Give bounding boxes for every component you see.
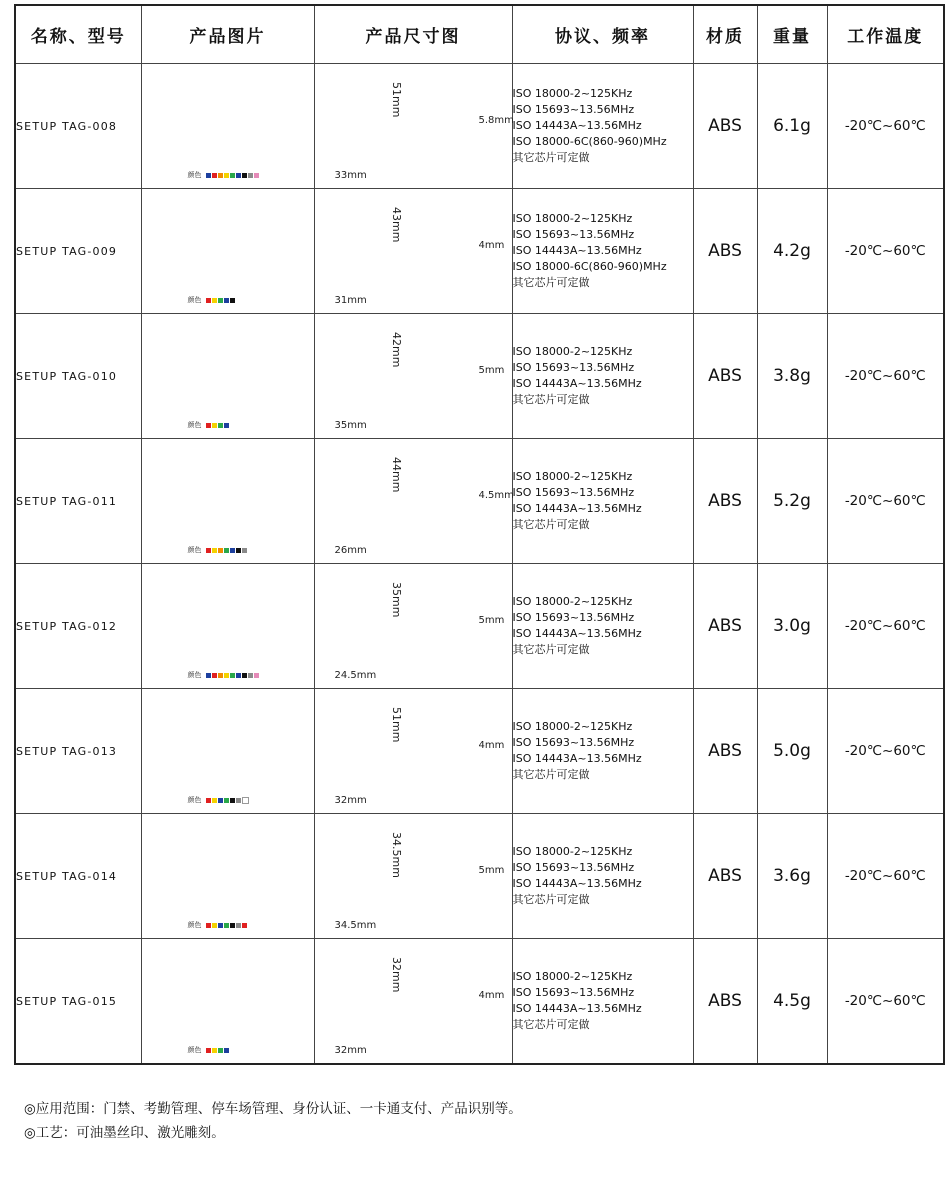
header-material: 材质: [693, 5, 757, 64]
thickness-label: 4.5mm: [478, 490, 514, 501]
color-swatches: [188, 545, 247, 555]
color-swatch: [212, 423, 217, 428]
color-swatch: [242, 923, 247, 928]
protocol-item: ISO 18000-2~125KHz: [512, 87, 633, 100]
working-temperature: -20℃~60℃: [827, 564, 944, 689]
color-swatch: [248, 673, 253, 678]
working-temperature: -20℃~60℃: [827, 314, 944, 439]
color-swatch: [254, 673, 259, 678]
product-picture: [141, 314, 314, 439]
color-swatches: [188, 170, 259, 180]
color-label: 颜色: [187, 546, 202, 554]
color-swatch: [242, 173, 247, 178]
protocol-list: [512, 689, 693, 814]
product-picture: [141, 439, 314, 564]
protocol-list: [512, 439, 693, 564]
dimension-drawing: [314, 939, 512, 1065]
color-swatch: [254, 173, 259, 178]
protocol-item: ISO 14443A~13.56MHz: [512, 1002, 642, 1015]
color-swatch: [230, 173, 235, 178]
notes: [24, 1097, 522, 1145]
weight: 3.0g: [757, 564, 827, 689]
color-swatch: [224, 673, 229, 678]
protocol-item: ISO 15693~13.56MHz: [512, 486, 635, 499]
protocol-item: ISO 18000-2~125KHz: [512, 470, 633, 483]
weight: 6.1g: [757, 64, 827, 189]
model-name: SETUP TAG-013: [15, 689, 141, 814]
protocol-item: ISO 18000-2~125KHz: [512, 970, 633, 983]
color-swatch: [236, 548, 241, 553]
color-swatch: [218, 673, 223, 678]
table-row: [15, 939, 944, 1065]
protocol-item: ISO 18000-2~125KHz: [512, 595, 633, 608]
color-swatch: [212, 173, 217, 178]
working-temperature: -20℃~60℃: [827, 189, 944, 314]
model-name: SETUP TAG-012: [15, 564, 141, 689]
color-swatch: [224, 423, 229, 428]
color-swatch: [206, 798, 211, 803]
model-name: SETUP TAG-009: [15, 189, 141, 314]
protocol-item: ISO 14443A~13.56MHz: [512, 627, 642, 640]
weight: 3.6g: [757, 814, 827, 939]
color-swatch: [206, 923, 211, 928]
color-swatch: [218, 923, 223, 928]
color-swatch: [218, 1048, 223, 1053]
protocol-item: ISO 15693~13.56MHz: [512, 611, 635, 624]
protocol-item: ISO 14443A~13.56MHz: [512, 752, 642, 765]
protocol-item: ISO 14443A~13.56MHz: [512, 377, 642, 390]
color-label: 颜色: [187, 296, 202, 304]
color-swatch: [212, 1048, 217, 1053]
color-swatch: [230, 673, 235, 678]
dimension-drawing: [314, 314, 512, 439]
model-name: SETUP TAG-015: [15, 939, 141, 1065]
protocol-item: 其它芯片可定做: [512, 518, 590, 531]
color-swatch: [224, 173, 229, 178]
color-label: 颜色: [187, 421, 202, 429]
color-swatch: [224, 923, 229, 928]
width-label: 32mm: [334, 795, 367, 806]
color-swatch: [242, 548, 247, 553]
color-swatches: [188, 670, 259, 680]
thickness-label: 4mm: [478, 240, 505, 251]
working-temperature: -20℃~60℃: [827, 689, 944, 814]
color-label: 颜色: [187, 171, 202, 179]
product-picture: [141, 939, 314, 1065]
model-name: SETUP TAG-010: [15, 314, 141, 439]
protocol-item: 其它芯片可定做: [512, 151, 590, 164]
protocol-item: 其它芯片可定做: [512, 643, 590, 656]
thickness-label: 4mm: [478, 990, 505, 1001]
protocol-item: ISO 18000-2~125KHz: [512, 345, 633, 358]
color-swatch: [218, 548, 223, 553]
product-picture: [141, 64, 314, 189]
color-swatches: [188, 1045, 229, 1055]
material: ABS: [693, 64, 757, 189]
height-label: 34.5mm: [389, 832, 403, 878]
protocol-item: ISO 14443A~13.56MHz: [512, 244, 642, 257]
color-swatch: [206, 423, 211, 428]
protocol-item: ISO 18000-6C(860-960)MHz: [512, 135, 667, 148]
header-protocol: 协议、频率: [512, 5, 693, 64]
weight: 3.8g: [757, 314, 827, 439]
header-row: [15, 5, 944, 64]
color-swatch: [212, 923, 217, 928]
color-swatches: [188, 795, 249, 805]
working-temperature: -20℃~60℃: [827, 64, 944, 189]
color-swatch: [236, 173, 241, 178]
header-dimension: 产品尺寸图: [314, 5, 512, 64]
table-row: [15, 314, 944, 439]
material: ABS: [693, 189, 757, 314]
color-swatch: [218, 798, 223, 803]
model-name: SETUP TAG-014: [15, 814, 141, 939]
product-picture: [141, 689, 314, 814]
protocol-item: 其它芯片可定做: [512, 768, 590, 781]
dimension-drawing: [314, 64, 512, 189]
protocol-item: ISO 15693~13.56MHz: [512, 361, 635, 374]
protocol-item: ISO 18000-2~125KHz: [512, 845, 633, 858]
width-label: 26mm: [334, 545, 367, 556]
color-swatch: [224, 798, 229, 803]
protocol-item: ISO 14443A~13.56MHz: [512, 502, 642, 515]
color-swatch: [218, 423, 223, 428]
width-label: 34.5mm: [334, 920, 377, 931]
protocol-item: ISO 15693~13.56MHz: [512, 103, 635, 116]
color-swatch: [212, 673, 217, 678]
product-picture: [141, 814, 314, 939]
protocol-item: 其它芯片可定做: [512, 1018, 590, 1031]
color-swatch: [242, 797, 249, 804]
note-process: ◎工艺：可油墨丝印、激光雕刻。: [24, 1125, 225, 1141]
color-swatch: [206, 1048, 211, 1053]
height-label: 51mm: [389, 82, 403, 118]
color-swatch: [236, 673, 241, 678]
color-swatch: [212, 548, 217, 553]
header-weight: 重量: [757, 5, 827, 64]
protocol-item: ISO 15693~13.56MHz: [512, 228, 635, 241]
spec-table: [14, 4, 945, 1065]
dimension-drawing: [314, 689, 512, 814]
protocol-list: [512, 189, 693, 314]
height-label: 43mm: [389, 207, 403, 243]
color-swatch: [218, 173, 223, 178]
color-swatch: [212, 798, 217, 803]
dimension-drawing: [314, 189, 512, 314]
table-row: [15, 814, 944, 939]
height-label: 44mm: [389, 457, 403, 493]
color-swatch: [236, 923, 241, 928]
color-swatch: [224, 548, 229, 553]
protocol-item: ISO 18000-6C(860-960)MHz: [512, 260, 667, 273]
model-name: SETUP TAG-011: [15, 439, 141, 564]
weight: 5.2g: [757, 439, 827, 564]
dimension-drawing: [314, 564, 512, 689]
color-label: 颜色: [187, 921, 202, 929]
color-swatches: [188, 295, 235, 305]
protocol-list: [512, 314, 693, 439]
material: ABS: [693, 439, 757, 564]
material: ABS: [693, 689, 757, 814]
header-name: 名称、型号: [15, 5, 141, 64]
protocol-list: [512, 814, 693, 939]
thickness-label: 5mm: [478, 865, 505, 876]
model-name: SETUP TAG-008: [15, 64, 141, 189]
material: ABS: [693, 314, 757, 439]
thickness-label: 5mm: [478, 615, 505, 626]
color-swatch: [206, 673, 211, 678]
table-row: [15, 64, 944, 189]
thickness-label: 5.8mm: [478, 115, 514, 126]
protocol-item: ISO 15693~13.56MHz: [512, 736, 635, 749]
weight: 4.5g: [757, 939, 827, 1065]
material: ABS: [693, 564, 757, 689]
color-swatch: [218, 298, 223, 303]
protocol-item: 其它芯片可定做: [512, 276, 590, 289]
working-temperature: -20℃~60℃: [827, 939, 944, 1065]
protocol-item: ISO 14443A~13.56MHz: [512, 119, 642, 132]
color-swatch: [206, 548, 211, 553]
protocol-list: [512, 939, 693, 1065]
protocol-list: [512, 64, 693, 189]
protocol-list: [512, 564, 693, 689]
product-picture: [141, 189, 314, 314]
table-row: [15, 689, 944, 814]
protocol-item: ISO 14443A~13.56MHz: [512, 877, 642, 890]
table-row: [15, 189, 944, 314]
color-swatch: [224, 1048, 229, 1053]
protocol-item: ISO 15693~13.56MHz: [512, 986, 635, 999]
height-label: 35mm: [389, 582, 403, 618]
width-label: 35mm: [334, 420, 367, 431]
thickness-label: 4mm: [478, 740, 505, 751]
color-swatch: [242, 673, 247, 678]
color-swatch: [230, 298, 235, 303]
header-temperature: 工作温度: [827, 5, 944, 64]
weight: 5.0g: [757, 689, 827, 814]
protocol-item: 其它芯片可定做: [512, 393, 590, 406]
color-swatch: [230, 923, 235, 928]
weight: 4.2g: [757, 189, 827, 314]
height-label: 32mm: [389, 957, 403, 993]
protocol-item: 其它芯片可定做: [512, 893, 590, 906]
height-label: 42mm: [389, 332, 403, 368]
header-picture: 产品图片: [141, 5, 314, 64]
color-swatch: [224, 298, 229, 303]
dimension-drawing: [314, 439, 512, 564]
protocol-item: ISO 18000-2~125KHz: [512, 212, 633, 225]
product-picture: [141, 564, 314, 689]
material: ABS: [693, 939, 757, 1065]
color-swatch: [248, 173, 253, 178]
height-label: 51mm: [389, 707, 403, 743]
working-temperature: -20℃~60℃: [827, 814, 944, 939]
width-label: 32mm: [334, 1045, 367, 1056]
color-label: 颜色: [187, 796, 202, 804]
width-label: 31mm: [334, 295, 367, 306]
working-temperature: -20℃~60℃: [827, 439, 944, 564]
color-swatch: [236, 798, 241, 803]
color-label: 颜色: [187, 1046, 202, 1054]
color-label: 颜色: [187, 671, 202, 679]
protocol-item: ISO 15693~13.56MHz: [512, 861, 635, 874]
color-swatch: [230, 548, 235, 553]
width-label: 33mm: [334, 170, 367, 181]
color-swatches: [188, 920, 247, 930]
material: ABS: [693, 814, 757, 939]
color-swatch: [206, 173, 211, 178]
width-label: 24.5mm: [334, 670, 377, 681]
note-application: ◎应用范围：门禁、考勤管理、停车场管理、身份认证、一卡通支付、产品识别等。: [24, 1101, 522, 1117]
table-row: [15, 564, 944, 689]
color-swatch: [212, 298, 217, 303]
color-swatch: [230, 798, 235, 803]
thickness-label: 5mm: [478, 365, 505, 376]
table-row: [15, 439, 944, 564]
color-swatch: [206, 298, 211, 303]
protocol-item: ISO 18000-2~125KHz: [512, 720, 633, 733]
dimension-drawing: [314, 814, 512, 939]
color-swatches: [188, 420, 229, 430]
